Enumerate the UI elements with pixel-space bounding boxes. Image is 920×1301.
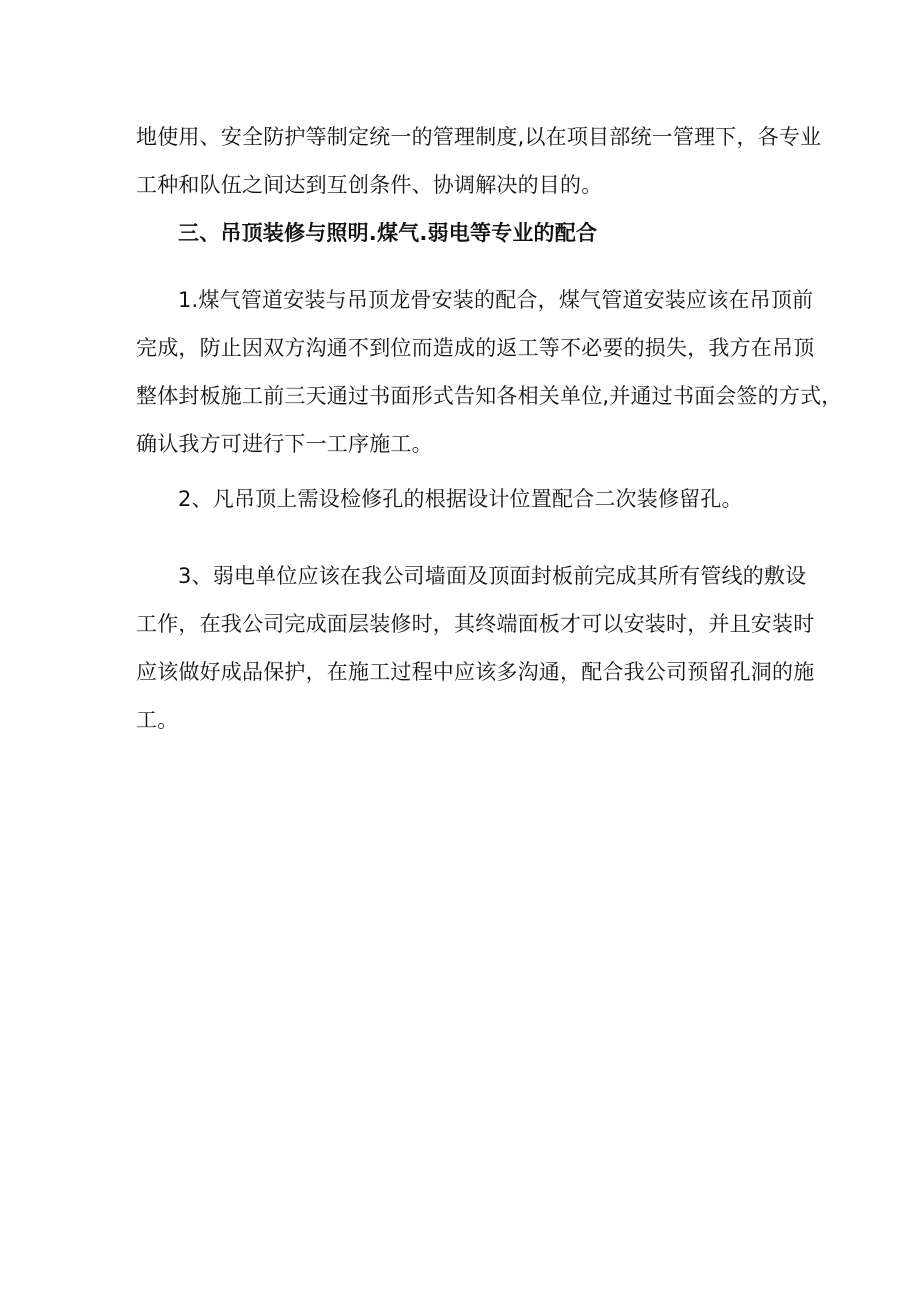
paragraph-line: 2、凡吊顶上需设检修孔的根据设计位置配合二次装修留孔。 — [178, 487, 743, 511]
paragraph-line: 工。 — [136, 708, 179, 732]
paragraph-line: 确认我方可进行下一工序施工。 — [136, 432, 433, 456]
paragraph-line: 整体封板施工前三天通过书面形式告知各相关单位,并通过书面会签的方式， — [136, 384, 843, 408]
paragraph-line: 完成，防止因双方沟通不到位而造成的返工等不必要的损失，我方在吊顶 — [136, 336, 815, 360]
paragraph-line: 工种和队伍之间达到互创条件、协调解决的目的。 — [136, 173, 603, 197]
section-heading: 三、吊顶装修与照明.煤气.弱电等专业的配合 — [178, 221, 598, 245]
paragraph-line: 工作，在我公司完成面层装修时，其终端面板才可以安装时，并且安装时 — [136, 612, 815, 636]
paragraph-line: 应该做好成品保护，在施工过程中应该多沟通，配合我公司预留孔洞的施 — [136, 660, 815, 684]
paragraph-line: 3、弱电单位应该在我公司墙面及顶面封板前完成其所有管线的敷设 — [178, 564, 807, 588]
paragraph-line: 1.煤气管道安装与吊顶龙骨安装的配合，煤气管道安装应该在吊顶前 — [178, 288, 814, 312]
paragraph-line: 地使用、安全防护等制定统一的管理制度,以在项目部统一管理下，各专业 — [136, 125, 822, 149]
